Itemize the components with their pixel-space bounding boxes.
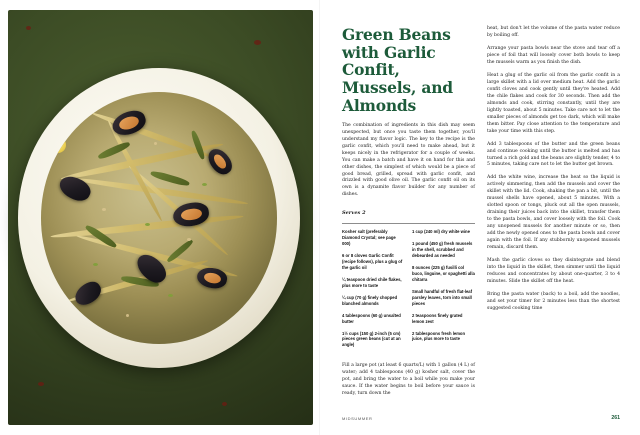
- ingredient-item: 8 ounces (225 g) fusilli col buco, linguine, or spaghetti alla chitarra: [412, 264, 475, 282]
- ingredients-list: [342, 229, 475, 354]
- recipe-headnote: The combination of ingredients in this dish may seem unexpected, but once you taste them together, you'll understand my flavor logic. The key to the recipe is the garlic confit, which you'll need to make ahead, but it keeps nicely in the refrigerator for a couple of weeks. You can make a batch and have it on hand for this and other dishes, the simplest of which would be a piece of good bread, grilled, spread with garlic confit, and drizzled with good olive oil. The garlic confit oil on its own is a dynamite flavor builder for any number of dishes.: [342, 123, 475, 198]
- plate: [18, 68, 300, 368]
- plate-food-area: [41, 92, 278, 344]
- method-step: heat, but don't let the volume of the pasta water reduce by boiling off.: [487, 26, 620, 38]
- ingredient-item: 4 tablespoons (60 g) unsalted butter: [342, 312, 401, 324]
- sauce-splatter: [222, 402, 227, 406]
- method-step: Heat a glug of the garlic oil from the garlic confit in a large skillet with a lid over medium heat. Add the garlic confit cloves and cook gently until they're heated. Add the chile flakes and cook for 30 seconds. Then add the almonds and cook, stirring constantly, until they are lightly toasted, about 5 minutes. Take care not to let the smaller pieces of almonds get too dark, which will make them bitter. Pay close attention to the temperature and take your time with this step.: [487, 72, 620, 134]
- sauce-splatter: [38, 382, 44, 386]
- method-step: Mash the garlic cloves so they disintegrate and blend into the liquid in the skillet, then simmer until the liquid reduces and concentrates by about one-quarter, 3 to 4 minutes. Slide the skillet off the heat.: [487, 258, 620, 284]
- ingredient-item: 1½ cups (150 g) 2-inch (5 cm) pieces green beans (cut at an angle): [342, 330, 401, 348]
- ingredient-item: Kosher salt (preferably Diamond Crystal; see page 000): [342, 229, 396, 246]
- page-number: 261: [611, 415, 620, 421]
- method-step: Add 3 tablespoons of the butter and the green beans and continue cooking until the butter is melted and has turned a rich gold and the beans are slightly tender, 4 to 5 minutes, taking care not to let the butter get brown.: [487, 141, 620, 168]
- sauce-splatter: [26, 26, 31, 30]
- method-step: Fill a large pot (at least 6 quarts/L) with 1 gallon (4 L) of water; add 4 tablespoons (40 g) kosher salt, cover the pot, and bring the water to a boil while you make your sauce. If the water begins to boil before your sauce is ready, turn down the: [342, 363, 475, 397]
- food-photograph: [8, 10, 313, 425]
- recipe-title: Green Beans with Garlic Confit, Mussels, and Almonds: [342, 25, 453, 115]
- ingredient-item: 6 or 8 cloves Garlic Confit (recipe follows), plus a glug of the garlic oil: [342, 252, 403, 270]
- ingredient-item: 2 tablespoons fresh lemon juice, plus more to taste: [412, 330, 466, 342]
- chapter-label: MIDSUMMER: [342, 415, 373, 421]
- method-step: Add the white wine, increase the heat so the liquid is actively simmering, then add the mussels and cover the skillet with the lid. Cook, shaking the pan a bit, until the mussel shells have opened, about 5 minutes. With a slotted spoon or tongs, pluck out all the open mussels, draining their juices back into the skillet, transfer them to the pasta bowls, and cover loosely with the foil. Cook any unopened mussels for another minute or so, then add the newly opened ones to the pasta bowls and cover again with the foil. If any stubbornly unopened mussels remain, discard them.: [487, 175, 620, 251]
- ingredient-item: 1 cup (240 ml) dry white wine: [412, 229, 470, 235]
- page-footer: [342, 415, 620, 421]
- ingredient-item: Small handful of fresh flat-leaf parsley leaves, torn into small pieces: [412, 288, 473, 306]
- ingredient-item: 1 pound (450 g) fresh mussels in the shell, scrubbed and debearded as needed: [412, 241, 473, 258]
- ingredients-divider: [342, 223, 475, 224]
- ingredient-item: 2 teaspoons finely grated lemon zest: [412, 312, 463, 324]
- ingredient-item: ¼ teaspoon dried chile flakes, plus more to taste: [342, 276, 402, 288]
- ingredient-item: ¼ cup (70 g) finely chopped blanched almonds: [342, 294, 398, 306]
- method-step: Bring the pasta water (back) to a boil, add the noodles, and set your timer for 2 minutes less than the shortest suggested cooking time: [487, 291, 620, 311]
- serves-label: Serves 2: [342, 210, 366, 217]
- sauce-splatter: [254, 40, 261, 45]
- ingredients-column-left: [342, 229, 405, 354]
- right-page-recipe: [320, 0, 640, 435]
- ingredients-column-right: [412, 229, 475, 354]
- method-step: Arrange your pasta bowls near the stove and tear off a piece of foil that will loosely cover both bowls to keep the mussels warm as you finish the dish.: [487, 45, 620, 65]
